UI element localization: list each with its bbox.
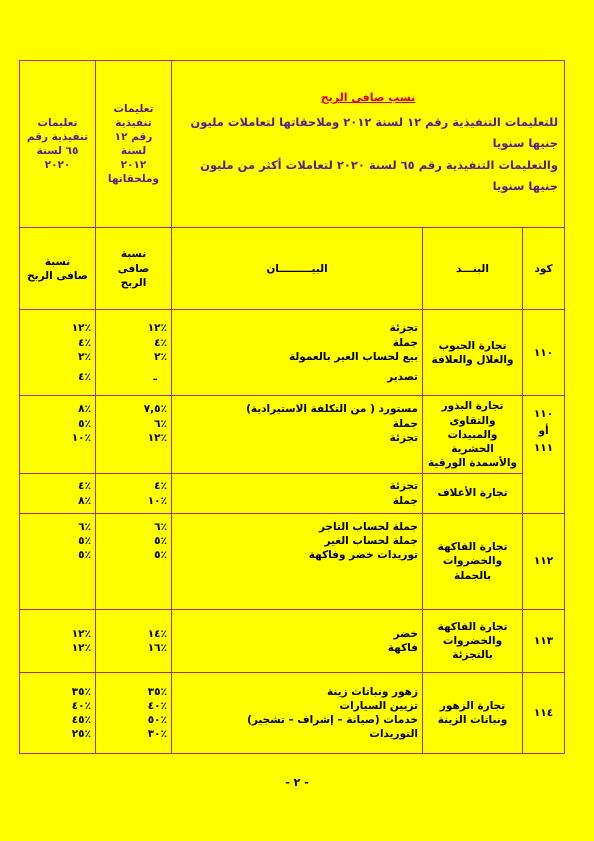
- header-2020-line: ٦٥ لسنة: [36, 145, 79, 158]
- pct-value: ـ: [153, 370, 157, 383]
- row-code-text: ١١٠ أو ١١١: [533, 408, 554, 454]
- header-2012-line: ٢٠١٢: [120, 159, 147, 172]
- pct-value: ١٠٪: [71, 431, 91, 444]
- pct-value: ٣٠٪: [147, 728, 167, 741]
- pct-value: ٦٪: [154, 417, 167, 430]
- row-pct-2020: [20, 610, 96, 673]
- item-text: بيع لحساب الغير بالعمولة: [288, 350, 419, 363]
- header-instructions-2012: [96, 61, 172, 228]
- header-instructions-2020: [20, 61, 96, 228]
- row-pct-2012: [96, 474, 172, 514]
- table-row: [20, 610, 565, 673]
- main-header-line: والتعليمات التنفيذية رقم ٦٥ لسنة ٢٠٢٠ لتعاملات أكثر من مليون: [200, 157, 559, 172]
- main-header-cell: [172, 61, 565, 228]
- item-text: تجزئة: [389, 480, 419, 493]
- pct-value: ٤٠٪: [147, 699, 167, 712]
- row-code: [523, 396, 565, 514]
- row-band: تجارة البذور والتقاوى والمبيدات الحشرية والأسمدة الورقية: [423, 396, 523, 474]
- header-2020-line: تعليمات: [37, 116, 78, 129]
- column-header-pct-2012: [96, 228, 172, 310]
- pct-value: ٤٪: [78, 336, 91, 349]
- item-text: توريدات خضر وفاكهة: [308, 549, 419, 562]
- pct-value: ٧,٥٪: [143, 403, 167, 416]
- row-band: تجارة الحبوب والغلال والعلافة: [423, 310, 523, 396]
- item-text: جملة لحساب التاجر: [318, 520, 419, 533]
- pct-value: ٥٠٪: [147, 713, 167, 726]
- item-text: تزيين السيارات: [339, 699, 419, 712]
- main-header-line: للتعليمات التنفيذية رقم ١٢ لسنة ٢٠١٢ وملاحقاتها لتعاملات مليون: [190, 114, 559, 129]
- row-pct-2012: [96, 672, 172, 753]
- row-band: تجارة الفاكهة والخضروات بالجملة: [423, 513, 523, 609]
- item-text: خدمات (صيانة – إشراف – تشجير): [247, 713, 419, 726]
- item-text: جملة: [392, 417, 419, 430]
- row-code: ١١٤: [523, 672, 565, 753]
- item-text: مستورد ( من التكلفة الاستيرادية): [246, 403, 419, 416]
- row-pct-2020: [20, 474, 96, 514]
- table-row: [20, 672, 565, 753]
- column-header-bayan: البيـــــــــان: [172, 228, 423, 310]
- row-pct-2020: [20, 672, 96, 753]
- pct-value: ٤٪: [154, 336, 167, 349]
- pct-value: ٤٠٪: [71, 699, 91, 712]
- profit-rates-table: [19, 60, 565, 754]
- main-header-title: نسب صافى الريح: [320, 91, 416, 105]
- row-pct-2020: [20, 396, 96, 474]
- pct-value: ١٠٪: [147, 494, 167, 507]
- main-header-line: جنيها سنويا: [492, 136, 559, 151]
- table-row: [20, 310, 565, 396]
- item-text: تصدير: [387, 370, 419, 383]
- pct-value: ٦٪: [154, 520, 167, 533]
- row-items: [172, 396, 423, 474]
- row-pct-2020: [20, 310, 96, 396]
- pct-value: ٤٪: [78, 480, 91, 493]
- pct-value: ٣٥٪: [147, 685, 167, 698]
- pct-value: ١٢٪: [147, 431, 167, 444]
- header-2012-line: تنفيذية: [115, 116, 152, 129]
- row-items: [172, 672, 423, 753]
- item-text: تجزئة: [389, 322, 419, 335]
- pct-value: ١٤٪: [147, 627, 167, 640]
- row-items: [172, 610, 423, 673]
- row-pct-2012: [96, 610, 172, 673]
- pct-value: ١٢٪: [71, 641, 91, 654]
- row-code: ١١٣: [523, 610, 565, 673]
- row-pct-2012: [96, 396, 172, 474]
- row-band: تجارة الفاكهة والخضروات بالتجزئة: [423, 610, 523, 673]
- row-items: [172, 513, 423, 609]
- row-pct-2012: [96, 513, 172, 609]
- pct-value: ٤٪: [78, 370, 91, 383]
- pct-value: ١٢٪: [71, 322, 91, 335]
- column-header-band: البنـــد: [423, 228, 523, 310]
- pct-value: ٢٪: [78, 350, 91, 363]
- row-pct-2012: [96, 310, 172, 396]
- column-header-line: صافى الربح: [27, 269, 88, 282]
- item-text: التوريدات: [369, 728, 419, 741]
- header-2012-line: لسنة: [120, 145, 147, 158]
- row-items: [172, 474, 423, 514]
- item-text: تجزئة: [389, 431, 419, 444]
- column-header-code: كود: [523, 228, 565, 310]
- main-header-line: جنيها سنويا: [492, 178, 559, 193]
- column-header-line: الربح: [120, 276, 147, 289]
- header-2012-line: تعليمات: [113, 102, 154, 115]
- pct-value: ٦٪: [78, 520, 91, 533]
- row-code: ١١٢: [523, 513, 565, 609]
- item-text: جملة: [392, 336, 419, 349]
- column-header-pct-2020: [20, 228, 96, 310]
- row-band: تجارة الزهور ونباتات الزينة: [423, 672, 523, 753]
- item-text: جملة لحساب الغير: [324, 535, 419, 547]
- item-text: فاكهة: [387, 641, 419, 654]
- pct-value: ١٦٪: [147, 641, 167, 654]
- pct-value: ٣٥٪: [71, 685, 91, 698]
- column-header-line: نسبة: [120, 248, 147, 261]
- table-row: [20, 396, 565, 474]
- pct-value: ٥٪: [78, 417, 91, 430]
- item-text: جملة: [392, 494, 419, 507]
- pct-value: ٨٪: [78, 403, 91, 416]
- pct-value: ٨٪: [78, 494, 91, 507]
- column-header-line: صافى: [117, 262, 150, 275]
- pct-value: ١٢٪: [71, 627, 91, 640]
- pct-value: ٥٪: [78, 535, 91, 547]
- table-row: [20, 513, 565, 609]
- pct-value: ٤٥٪: [71, 713, 91, 726]
- column-header-row: [20, 228, 565, 310]
- page-number: - ٢ -: [285, 776, 309, 789]
- row-code: ١١٠: [523, 310, 565, 396]
- table-row: [20, 474, 565, 514]
- row-items: [172, 310, 423, 396]
- column-header-line: نسبة: [44, 255, 71, 268]
- header-2012-line: رقم ١٢: [114, 130, 153, 143]
- item-text: خضر: [393, 627, 419, 640]
- table-header-row: [20, 61, 565, 228]
- pct-value: ١٢٪: [147, 322, 167, 335]
- row-band: تجارة الأعلاف: [423, 474, 523, 514]
- pct-value: ٥٪: [154, 535, 167, 547]
- header-2020-line: ٢٠٢٠: [44, 159, 71, 172]
- pct-value: ٥٪: [154, 549, 167, 562]
- pct-value: ٥٪: [78, 549, 91, 562]
- header-2020-line: تنفيذية رقم: [26, 130, 89, 143]
- pct-value: ٢٥٪: [71, 728, 91, 741]
- pct-value: ٢٪: [154, 350, 167, 363]
- header-2012-line: وملحقاتها: [107, 173, 160, 186]
- row-pct-2020: [20, 513, 96, 609]
- pct-value: ٤٪: [154, 480, 167, 493]
- item-text: زهور ونباتات زينة: [326, 685, 419, 698]
